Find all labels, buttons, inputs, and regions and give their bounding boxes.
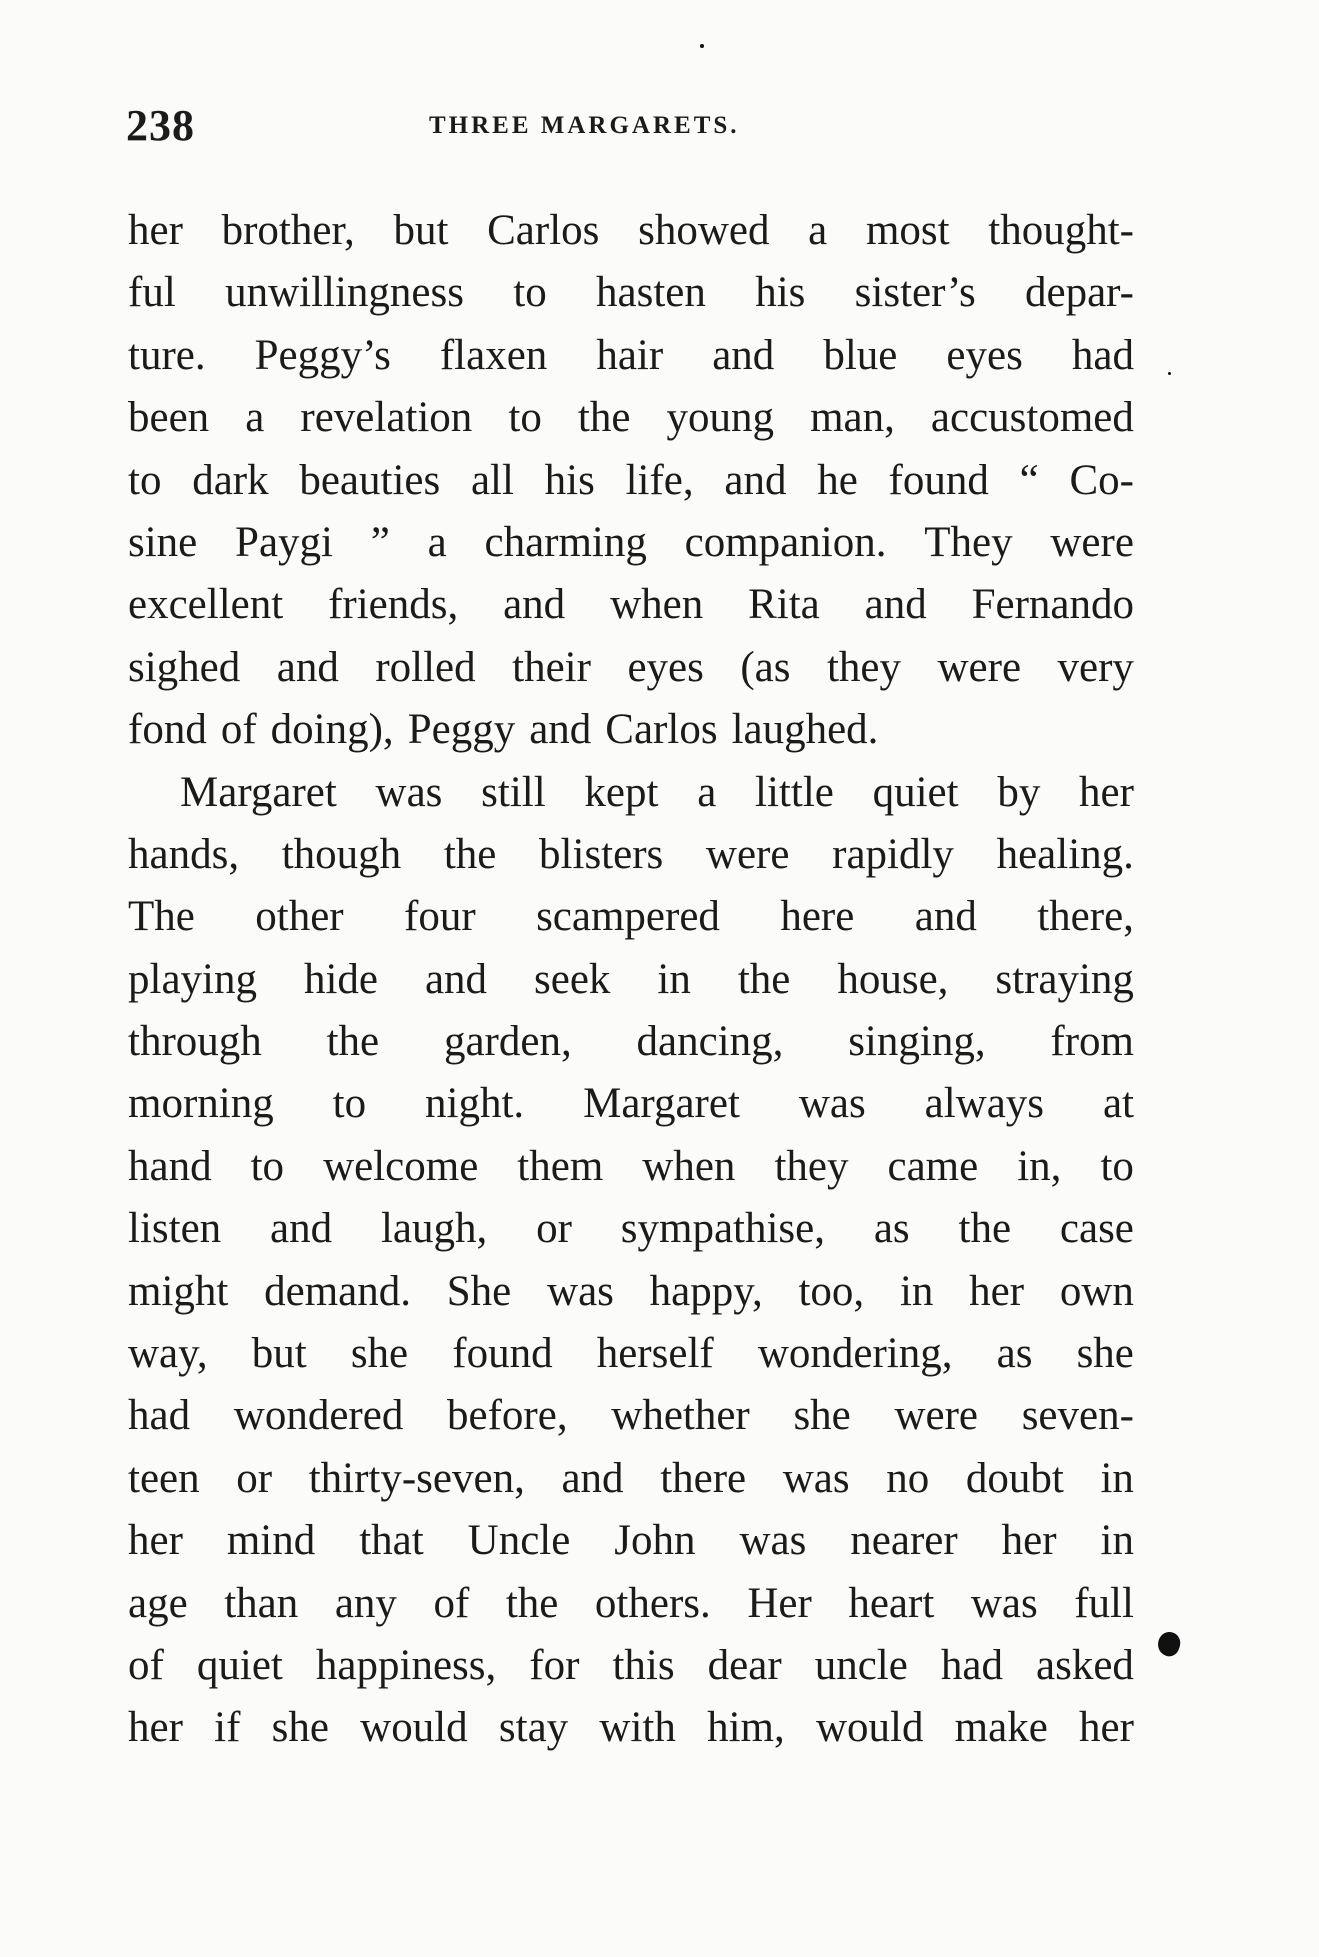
text-line: had wondered before, whether she were seven- bbox=[128, 1392, 1134, 1440]
text-line: Margaret was still kept a little quiet by her bbox=[180, 768, 1134, 816]
text-line: morning to night. Margaret was always at bbox=[128, 1080, 1134, 1128]
ink-speck bbox=[700, 44, 704, 48]
text-line: hand to welcome them when they came in, to bbox=[128, 1142, 1134, 1190]
text-line: hands, though the blisters were rapidly healing. bbox=[128, 830, 1134, 878]
page-number: 238 bbox=[126, 101, 195, 150]
text-line: her if she would stay with him, would make her bbox=[128, 1704, 1134, 1752]
text-line: her brother, but Carlos showed a most thought- bbox=[128, 207, 1134, 254]
text-line: sighed and rolled their eyes (as they were very bbox=[128, 643, 1134, 691]
text-line: ful unwillingness to hasten his sister’s depar- bbox=[128, 269, 1134, 317]
running-head: THREE MARGARETS. bbox=[429, 112, 740, 139]
text-line: of quiet happiness, for this dear uncle had asked bbox=[128, 1641, 1134, 1689]
text-line: sine Paygi ” a charming companion. They were bbox=[128, 518, 1134, 566]
paragraph-1 bbox=[128, 200, 1134, 762]
ink-dot bbox=[1155, 1629, 1184, 1659]
text-line: teen or thirty-seven, and there was no doubt in bbox=[128, 1454, 1134, 1502]
text-line: her mind that Uncle John was nearer her in bbox=[128, 1517, 1134, 1565]
text-line: excellent friends, and when Rita and Fernando bbox=[128, 581, 1134, 629]
text-line: to dark beauties all his life, and he found “ Co- bbox=[128, 456, 1134, 504]
text-line: age than any of the others. Her heart was full bbox=[128, 1579, 1134, 1627]
text-line: through the garden, dancing, singing, from bbox=[128, 1018, 1134, 1066]
ink-speck bbox=[1168, 372, 1171, 375]
text-line: The other four scampered here and there, bbox=[128, 893, 1134, 941]
text-line: playing hide and seek in the house, straying bbox=[128, 955, 1134, 1003]
paragraph-2 bbox=[128, 762, 1134, 1760]
text-line: been a revelation to the young man, accustomed bbox=[128, 394, 1134, 442]
text-line: fond of doing), Peggy and Carlos laughed. bbox=[128, 706, 879, 754]
page-header bbox=[126, 100, 1136, 160]
text-line: way, but she found herself wondering, as she bbox=[128, 1330, 1134, 1378]
text-line: ture. Peggy’s flaxen hair and blue eyes had bbox=[128, 331, 1134, 379]
text-line: might demand. She was happy, too, in her own bbox=[128, 1267, 1134, 1315]
body-text bbox=[128, 200, 1134, 1760]
text-line: listen and laugh, or sympathise, as the case bbox=[128, 1205, 1134, 1253]
